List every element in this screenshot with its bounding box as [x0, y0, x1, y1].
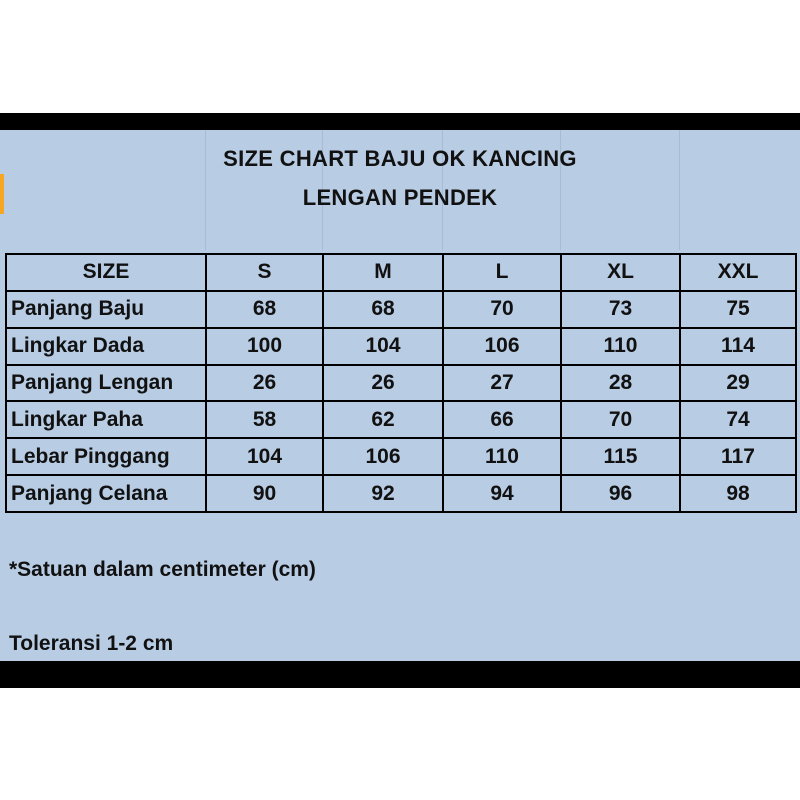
row-label: Panjang Lengan [6, 365, 206, 402]
row-label: Panjang Celana [6, 475, 206, 512]
table-row [6, 365, 796, 402]
header-cell: XL [561, 254, 680, 291]
table-row [6, 475, 796, 512]
table-cell: 92 [323, 475, 443, 512]
table-header-row [6, 254, 796, 291]
table-cell: 74 [680, 401, 796, 438]
table-cell: 106 [323, 438, 443, 475]
header-cell: XXL [680, 254, 796, 291]
top-black-bar [0, 113, 800, 130]
row-label: Panjang Baju [6, 291, 206, 328]
table-cell: 70 [443, 291, 561, 328]
row-label: Lingkar Paha [6, 401, 206, 438]
unit-note: *Satuan dalam centimeter (cm) [9, 558, 316, 581]
spreadsheet-sheet [0, 130, 800, 661]
table-row [6, 291, 796, 328]
table-cell: 117 [680, 438, 796, 475]
table-cell: 26 [323, 365, 443, 402]
header-cell: M [323, 254, 443, 291]
chart-title: SIZE CHART BAJU OK KANCING [223, 146, 577, 171]
table-cell: 104 [323, 328, 443, 365]
header-cell: S [206, 254, 323, 291]
table-cell: 104 [206, 438, 323, 475]
size-table [5, 253, 797, 513]
tolerance-note: Toleransi 1-2 cm [9, 632, 174, 655]
table-cell: 58 [206, 401, 323, 438]
table-cell: 100 [206, 328, 323, 365]
row-label: Lingkar Dada [6, 328, 206, 365]
chart-subtitle: LENGAN PENDEK [302, 185, 498, 210]
header-cell: SIZE [6, 254, 206, 291]
table-cell: 90 [206, 475, 323, 512]
table-row [6, 401, 796, 438]
table-cell: 96 [561, 475, 680, 512]
table-cell: 26 [206, 365, 323, 402]
table-cell: 114 [680, 328, 796, 365]
table-cell: 110 [561, 328, 680, 365]
table-cell: 94 [443, 475, 561, 512]
table-cell: 115 [561, 438, 680, 475]
table-cell: 27 [443, 365, 561, 402]
row-label: Lebar Pinggang [6, 438, 206, 475]
bottom-black-bar [0, 661, 800, 688]
table-cell: 98 [680, 475, 796, 512]
table-cell: 110 [443, 438, 561, 475]
table-row [6, 328, 796, 365]
table-cell: 29 [680, 365, 796, 402]
table-cell: 66 [443, 401, 561, 438]
table-cell: 73 [561, 291, 680, 328]
table-cell: 28 [561, 365, 680, 402]
header-cell: L [443, 254, 561, 291]
table-cell: 106 [443, 328, 561, 365]
table-cell: 70 [561, 401, 680, 438]
table-row [6, 438, 796, 475]
table-cell: 68 [323, 291, 443, 328]
table-cell: 68 [206, 291, 323, 328]
table-cell: 75 [680, 291, 796, 328]
table-cell: 62 [323, 401, 443, 438]
